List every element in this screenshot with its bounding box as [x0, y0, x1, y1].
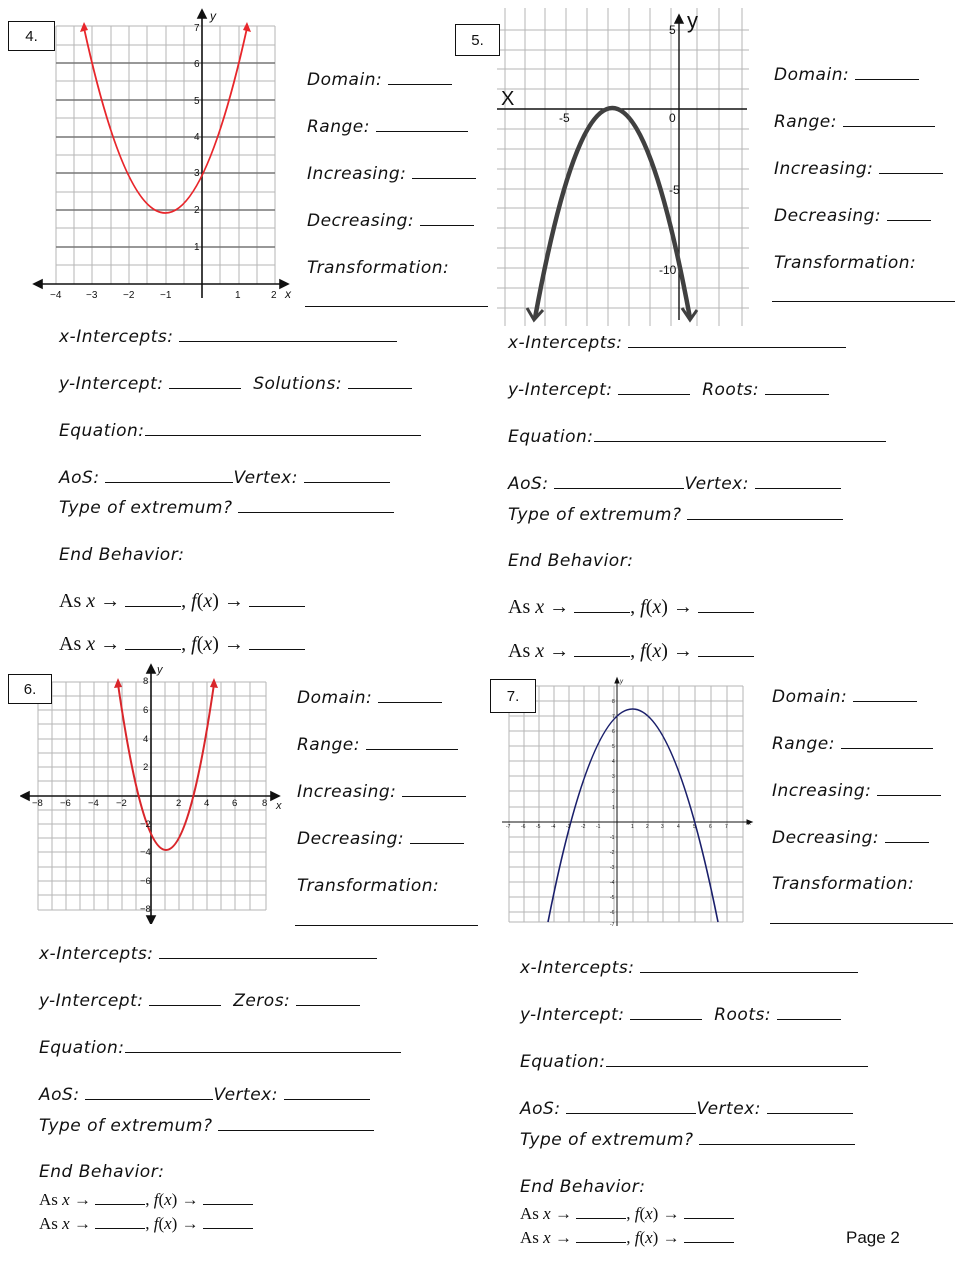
- p4-aos-vertex: AoS: Vertex:: [59, 468, 390, 488]
- p7-transformation-blank[interactable]: [770, 923, 953, 924]
- svg-text:−8: −8: [140, 904, 151, 915]
- p4-solutions-blank[interactable]: [348, 374, 412, 389]
- p5-x-intercepts-blank[interactable]: [628, 333, 846, 348]
- svg-text:7: 7: [194, 23, 200, 34]
- p5-eb2-f-blank[interactable]: [698, 642, 754, 657]
- p4-domain-blank[interactable]: [388, 70, 452, 85]
- problem-4-number: 4.: [8, 21, 55, 51]
- p4-eb1-f-blank[interactable]: [249, 592, 305, 607]
- svg-text:-7: -7: [506, 824, 511, 830]
- p5-eb1-f-blank[interactable]: [698, 598, 754, 613]
- p6-extremum: Type of extremum?: [39, 1116, 374, 1136]
- p4-range: Range:: [307, 117, 468, 137]
- p6-eb1-x-blank[interactable]: [95, 1190, 145, 1205]
- p7-decreasing: Decreasing:: [772, 828, 929, 848]
- p5-extremum-blank[interactable]: [687, 505, 843, 520]
- graph-6-right-arrow: [210, 678, 218, 688]
- p5-eb1-x-blank[interactable]: [574, 598, 630, 613]
- svg-text:-2: -2: [581, 824, 586, 830]
- svg-text:8: 8: [262, 798, 268, 809]
- svg-text:5: 5: [612, 744, 615, 750]
- p5-roots-blank[interactable]: [765, 380, 829, 395]
- p6-increasing: Increasing:: [297, 782, 466, 802]
- svg-text:4: 4: [194, 132, 200, 143]
- p4-decreasing: Decreasing:: [307, 211, 474, 231]
- p6-zeros-blank[interactable]: [296, 991, 360, 1006]
- p7-eb2-f-blank[interactable]: [684, 1228, 734, 1243]
- problem-6-number: 6.: [8, 674, 52, 704]
- p6-x-intercepts-blank[interactable]: [159, 944, 377, 959]
- p6-end-behavior-line-2: As x → , f(x) →: [39, 1214, 253, 1234]
- svg-text:1: 1: [612, 805, 615, 811]
- p6-end-behavior-line-1: As x → , f(x) →: [39, 1190, 253, 1210]
- p4-transformation: Transformation:: [307, 258, 450, 278]
- svg-text:-4: -4: [610, 880, 615, 886]
- svg-text:x: x: [285, 287, 291, 301]
- svg-text:5: 5: [194, 96, 200, 107]
- svg-text:−2: −2: [140, 819, 151, 830]
- svg-text:5: 5: [669, 23, 676, 37]
- p5-transformation: Transformation:: [774, 253, 917, 273]
- p7-transformation: Transformation:: [772, 874, 915, 894]
- p5-equation-blank[interactable]: [594, 427, 886, 442]
- p4-equation-blank[interactable]: [145, 421, 421, 436]
- p7-equation: Equation:: [520, 1052, 868, 1072]
- svg-text:-1: -1: [610, 835, 615, 841]
- svg-text:−6: −6: [60, 798, 71, 809]
- p5-decreasing-blank[interactable]: [887, 206, 931, 221]
- p7-end-behavior-line-2: As x → , f(x) →: [520, 1228, 734, 1248]
- svg-text:2: 2: [271, 290, 277, 301]
- p4-domain: Domain:: [307, 70, 452, 90]
- p7-domain: Domain:: [772, 687, 917, 707]
- p7-end-behavior-line-1: As x → , f(x) →: [520, 1204, 734, 1224]
- svg-text:y: y: [157, 664, 163, 676]
- svg-text:−4: −4: [88, 798, 99, 809]
- p5-aos-vertex: AoS: Vertex:: [508, 474, 841, 494]
- p5-y-intercept-blank[interactable]: [618, 380, 690, 395]
- p7-increasing-blank[interactable]: [877, 781, 941, 796]
- svg-text:−3: −3: [86, 290, 98, 301]
- svg-text:-5: -5: [669, 183, 680, 197]
- p5-range: Range:: [774, 112, 935, 132]
- p6-transformation-blank[interactable]: [295, 925, 478, 926]
- p7-range: Range:: [772, 734, 933, 754]
- p5-transformation-blank[interactable]: [772, 301, 955, 302]
- p4-increasing: Increasing:: [307, 164, 476, 184]
- svg-text:-3: -3: [610, 865, 615, 871]
- problem-5-number: 5.: [455, 24, 500, 56]
- svg-text:1: 1: [631, 824, 634, 830]
- p5-decreasing: Decreasing:: [774, 206, 931, 226]
- p4-x-intercepts-blank[interactable]: [179, 327, 397, 342]
- p4-y-intercept-blank[interactable]: [169, 374, 241, 389]
- svg-text:X: X: [501, 88, 515, 110]
- svg-text:6: 6: [143, 705, 149, 716]
- p7-range-blank[interactable]: [841, 734, 933, 749]
- p6-y-intercept-blank[interactable]: [149, 991, 221, 1006]
- p4-eb2-f-blank[interactable]: [249, 635, 305, 650]
- p4-vertex-blank[interactable]: [304, 468, 390, 483]
- p6-extremum-blank[interactable]: [218, 1116, 374, 1131]
- svg-text:-4: -4: [551, 824, 556, 830]
- problem-7-graph: [500, 676, 756, 928]
- problem-5-graph: [497, 8, 749, 326]
- svg-text:−8: −8: [32, 798, 43, 809]
- p6-y-intercept: y-Intercept: Zeros:: [39, 991, 360, 1011]
- svg-text:-5: -5: [610, 895, 615, 901]
- p4-increasing-blank[interactable]: [412, 164, 476, 179]
- svg-text:4: 4: [143, 734, 149, 745]
- p5-vertex-blank[interactable]: [755, 474, 841, 489]
- svg-text:2: 2: [143, 762, 149, 773]
- svg-text:4: 4: [677, 824, 680, 830]
- svg-text:1: 1: [235, 290, 241, 301]
- p7-aos-blank[interactable]: [566, 1099, 696, 1114]
- p7-extremum: Type of extremum?: [520, 1130, 855, 1150]
- svg-text:3: 3: [661, 824, 664, 830]
- p6-range: Range:: [297, 735, 458, 755]
- svg-text:−1: −1: [160, 290, 172, 301]
- svg-text:4: 4: [204, 798, 210, 809]
- svg-text:−6: −6: [140, 876, 151, 887]
- svg-text:-6: -6: [610, 910, 615, 916]
- graph-4-axes: [34, 10, 288, 298]
- p6-transformation: Transformation:: [297, 876, 440, 896]
- svg-text:6: 6: [232, 798, 238, 809]
- p7-eb1-f-blank[interactable]: [684, 1204, 734, 1219]
- p4-end-behavior: End Behavior:: [59, 545, 185, 565]
- p6-aos-vertex: AoS: Vertex:: [39, 1085, 370, 1105]
- graph-5-axes: [497, 15, 747, 320]
- p7-eb2-x-blank[interactable]: [576, 1228, 626, 1243]
- svg-text:2: 2: [646, 824, 649, 830]
- p4-y-intercept: y-Intercept: Solutions:: [59, 374, 412, 394]
- p7-end-behavior: End Behavior:: [520, 1177, 646, 1197]
- p5-range-blank[interactable]: [843, 112, 935, 127]
- p4-eb1-x-blank[interactable]: [125, 592, 181, 607]
- graph-4-grid: [56, 26, 275, 284]
- p5-aos-blank[interactable]: [554, 474, 684, 489]
- svg-text:8: 8: [612, 699, 615, 705]
- p5-end-behavior-line-2: As x → , f(x) →: [508, 640, 754, 663]
- graph-5-parabola: [535, 108, 690, 318]
- p6-domain-blank[interactable]: [378, 688, 442, 703]
- p6-end-behavior: End Behavior:: [39, 1162, 165, 1182]
- p5-equation: Equation:: [508, 427, 886, 447]
- problem-4-graph: [30, 8, 300, 304]
- svg-text:6: 6: [194, 59, 200, 70]
- p7-equation-blank[interactable]: [606, 1052, 868, 1067]
- p5-domain: Domain:: [774, 65, 919, 85]
- p5-increasing-blank[interactable]: [879, 159, 943, 174]
- p7-y-intercept-blank[interactable]: [630, 1005, 702, 1020]
- p6-domain: Domain:: [297, 688, 442, 708]
- p6-eb1-f-blank[interactable]: [203, 1190, 253, 1205]
- p7-x-intercepts: x-Intercepts:: [520, 958, 858, 978]
- svg-text:6: 6: [612, 729, 615, 735]
- graph-5-tick-labels: [501, 8, 698, 277]
- svg-text:5: 5: [693, 824, 696, 830]
- p6-aos-blank[interactable]: [85, 1085, 213, 1100]
- graph-4-left-arrow: [80, 22, 88, 32]
- p6-equation-blank[interactable]: [125, 1038, 401, 1053]
- p5-end-behavior-line-1: As x → , f(x) →: [508, 596, 754, 619]
- svg-text:7: 7: [725, 824, 728, 830]
- svg-text:2: 2: [176, 798, 182, 809]
- p6-vertex-blank[interactable]: [284, 1085, 370, 1100]
- svg-text:-5: -5: [536, 824, 541, 830]
- p7-domain-blank[interactable]: [853, 687, 917, 702]
- p4-equation: Equation:: [59, 421, 421, 441]
- p4-transformation-blank[interactable]: [305, 306, 488, 307]
- p6-eb2-x-blank[interactable]: [95, 1214, 145, 1229]
- svg-text:-10: -10: [659, 263, 677, 277]
- svg-text:-1: -1: [596, 824, 601, 830]
- p5-end-behavior: End Behavior:: [508, 551, 634, 571]
- svg-text:4: 4: [612, 759, 615, 765]
- p7-y-intercept: y-Intercept: Roots:: [520, 1005, 841, 1025]
- svg-text:x: x: [748, 821, 751, 827]
- p7-eb1-x-blank[interactable]: [576, 1204, 626, 1219]
- p4-decreasing-blank[interactable]: [420, 211, 474, 226]
- p5-extremum: Type of extremum?: [508, 505, 843, 525]
- p7-decreasing-blank[interactable]: [885, 828, 929, 843]
- svg-text:1: 1: [194, 242, 200, 253]
- svg-text:x: x: [276, 800, 282, 812]
- svg-text:−2: −2: [116, 798, 127, 809]
- p4-range-blank[interactable]: [376, 117, 468, 132]
- p7-x-intercepts-blank[interactable]: [640, 958, 858, 973]
- p7-increasing: Increasing:: [772, 781, 941, 801]
- p7-roots-blank[interactable]: [777, 1005, 841, 1020]
- graph-6-left-arrow: [114, 678, 122, 688]
- svg-text:−4: −4: [50, 290, 62, 301]
- svg-text:y: y: [210, 9, 216, 23]
- svg-text:y: y: [620, 679, 623, 685]
- p4-x-intercepts: x-Intercepts:: [59, 327, 397, 347]
- p5-y-intercept: y-Intercept: Roots:: [508, 380, 829, 400]
- p5-eb2-x-blank[interactable]: [574, 642, 630, 657]
- p7-extremum-blank[interactable]: [699, 1130, 855, 1145]
- svg-text:3: 3: [194, 168, 200, 179]
- svg-text:−2: −2: [123, 290, 135, 301]
- graph-6-tick-labels: [32, 664, 282, 915]
- p4-aos-blank[interactable]: [105, 468, 233, 483]
- svg-text:-2: -2: [610, 850, 615, 856]
- svg-text:0: 0: [669, 111, 676, 125]
- p4-extremum: Type of extremum?: [59, 498, 394, 518]
- svg-text:-5: -5: [559, 111, 570, 125]
- p6-x-intercepts: x-Intercepts:: [39, 944, 377, 964]
- page-number: Page 2: [846, 1228, 900, 1247]
- p7-aos-vertex: AoS: Vertex:: [520, 1099, 853, 1119]
- p6-equation: Equation:: [39, 1038, 401, 1058]
- p4-extremum-blank[interactable]: [238, 498, 394, 513]
- p4-end-behavior-line-2: As x → , f(x) →: [59, 633, 305, 656]
- svg-text:-7: -7: [610, 922, 615, 928]
- graph-7-grid: [509, 686, 743, 922]
- p7-vertex-blank[interactable]: [767, 1099, 853, 1114]
- p5-domain-blank[interactable]: [855, 65, 919, 80]
- p6-increasing-blank[interactable]: [402, 782, 466, 797]
- problem-6-graph: [20, 662, 285, 924]
- svg-text:2: 2: [194, 205, 200, 216]
- svg-text:2: 2: [612, 789, 615, 795]
- svg-text:−4: −4: [140, 847, 151, 858]
- graph-5-grid: [497, 8, 749, 326]
- p6-decreasing-blank[interactable]: [410, 829, 464, 844]
- svg-text:-6: -6: [521, 824, 526, 830]
- p4-end-behavior-line-1: As x → , f(x) →: [59, 590, 305, 613]
- svg-text:3: 3: [612, 774, 615, 780]
- graph-4-right-arrow: [243, 22, 251, 32]
- p6-decreasing: Decreasing:: [297, 829, 464, 849]
- problem-7-number: 7.: [490, 679, 536, 713]
- svg-text:8: 8: [143, 676, 149, 687]
- svg-text:-3: -3: [566, 824, 571, 830]
- p6-range-blank[interactable]: [366, 735, 458, 750]
- p5-increasing: Increasing:: [774, 159, 943, 179]
- svg-text:6: 6: [709, 824, 712, 830]
- p6-eb2-f-blank[interactable]: [203, 1214, 253, 1229]
- svg-text:y: y: [687, 8, 698, 33]
- p4-eb2-x-blank[interactable]: [125, 635, 181, 650]
- p5-x-intercepts: x-Intercepts:: [508, 333, 846, 353]
- svg-text:7: 7: [612, 714, 615, 720]
